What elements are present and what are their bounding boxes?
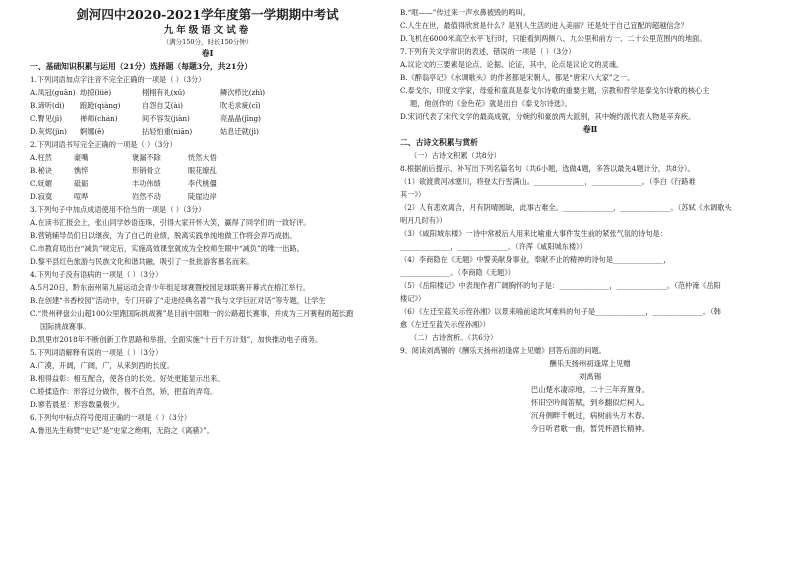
q1-cell: C.臀见(jì) [30, 114, 63, 123]
poem-title: 酬乐天扬州初逢席上见赠 [549, 359, 631, 368]
q2-cell: 豪嘴 [74, 153, 89, 162]
q1-cell: 姑息迁就(jì) [220, 127, 259, 136]
q7-stem: 7.下列有关文学常识的表述，错误的一项是（ ）（3分） [400, 47, 576, 56]
q2-stem: 2.下列词语书写完全正确的一项是（ ）（3分） [30, 140, 177, 149]
poem-author: 刘禹锡 [578, 372, 602, 381]
subsection-poem-appreciation: （二）古诗赏析。（共6分） [410, 333, 498, 342]
left-column [30, 8, 385, 556]
q2-cell: 陡崖边岸 [188, 192, 217, 201]
q1-option-row [30, 88, 310, 97]
q2-cell: 褒漏不除 [132, 153, 161, 162]
q8-item: （1）欲渡黄河冰塞川，将登太行雪满山。______________，______________。（李白《行路难 [400, 177, 696, 186]
q1-cell: 拈轻怕重(niān) [142, 127, 193, 136]
q2-cell: 丰功伟绩 [132, 179, 161, 188]
section-two-heading: 二、古诗文积累与赏析 [400, 138, 478, 147]
q2-cell: 憔悴 [74, 166, 89, 175]
q9-stem: 9、阅读刘禹锡的《酬乐天扬州初逢席上见赠》回答后面的问题。 [400, 346, 606, 355]
subsection-recitation: （一）古诗文积累（共8分） [410, 151, 501, 160]
q8-item: 愈《左迁至蓝关示侄孙湘》） [400, 320, 490, 329]
q7-option: C.泰戈尔，印度文学家，母爱和童真是泰戈尔诗歌的重要主题，宗教和哲学是泰戈尔诗歌的核心主 [400, 86, 710, 95]
right-column [400, 8, 780, 556]
q4-option: A.5月20日，黔东南州第九届运动会青少年组足球赛暨校园足球联赛开幕式在榕江举行。 [30, 283, 310, 292]
q8-item: （6）《左迁至蓝关示侄孙湘》以景来喻前途坎坷难料的句子是______________，______________。（韩 [400, 307, 721, 316]
q2-cell: 岿然不动 [132, 192, 161, 201]
q4-option: D.凯里市2018年不断创新工作思路和举措，全面实施“十百千万计划”，加快推动电子商务。 [30, 335, 323, 344]
q8-item: 其一》） [400, 190, 426, 199]
q1-cell: 婀娜(ē) [80, 127, 105, 136]
q3-option: C.市教育局出台“减负”规定后，实施高效课堂就成为全校师生眼中“减负”的唯一出路。 [30, 244, 304, 253]
q2-cell: D.寂寞 [30, 192, 53, 201]
q2-option-row [30, 166, 258, 175]
q3-option: B.营销辅导员们日以继夜，为了自己的业绩，脱离实践单纯地做工作将会弄巧成拙。 [30, 231, 297, 240]
q3-option: A.在读书汇报会上，张山同学妙语连珠，引得大家开怀大笑，赢得了同学们的一致好评。 [30, 218, 311, 227]
q4-option: B.在创建“书香校园”活动中，专门开辟了“走进经典名著”“我与文学巨匠对话”等专题，让学生 [30, 296, 326, 305]
volume-two-label: 卷Ⅱ [582, 124, 598, 134]
q7-option: B.《醉翁亭记》《水调歌头》的作者都是宋朝人，都是“唐宋八大家”之一。 [400, 73, 635, 82]
q1-option-row [30, 127, 310, 136]
q1-cell: 吹毛求疵(cī) [220, 101, 261, 110]
q2-cell: 恍然大悟 [188, 153, 217, 162]
q7-option-cont: 题，他创作的《金色花》就是出自《泰戈尔诗选》。 [410, 99, 572, 108]
q5-option: A.广漠，开阔，广阔，广，从来到西的长度。 [30, 361, 175, 370]
q8-item: ______________。（李商隐《无题》） [400, 268, 515, 277]
poem-line: 今日听君歌一曲，暂凭杯酒长精神。 [530, 424, 650, 433]
q1-cell: 自怨自艾(ài) [142, 101, 183, 110]
q2-cell: B.秘诀 [30, 166, 52, 175]
q6-option: C.人生在世，最值得欣赏是什么？是别人生活的进入美丽？还是处于自己宜配的超越信念？ [400, 21, 688, 30]
poem-line: 沉舟侧畔千帆过，病树前头万木春。 [530, 411, 650, 420]
q5-option: C.娇揉造作：形容过分做作，极不自然，矫，把直的弄弯。 [30, 387, 218, 396]
q5-stem: 5.下列词语解释有误的一项是（ ）（3分） [30, 348, 163, 357]
q8-item: （3）《咸阳城东楼》一诗中常被后人用来比喻重大事件发生前的紧张气氛的诗句是： [400, 229, 667, 238]
exam-title: 剑河四中2020-2021学年度第一学期期中考试 [76, 7, 339, 22]
q4-option-cont: 国际挑战赛事。 [40, 322, 91, 331]
q2-option-row [30, 192, 258, 201]
poem-line: 巴山楚水凄凉地，二十三年弃置身。 [530, 385, 650, 394]
q2-cell: 眼花缭乱 [188, 166, 217, 175]
q4-stem: 4.下列句子没有语病的一项是（ ）（3分） [30, 270, 163, 279]
q8-item: （2）人有悲欢离合，月有阴晴圆缺，此事古难全。______________，______________。（苏轼《水调歌头 [400, 203, 732, 212]
q8-item: ______________，______________。（许浑《咸阳城东楼》） [400, 242, 587, 251]
q6-option: D.飞机在6000米高空水平飞行时，只能看到两侧八、九公里和前方一、二十公里范围内的地面。 [400, 34, 707, 43]
volume-one-label: 卷Ⅰ [201, 48, 214, 58]
q1-cell: D.灰烬(jìn) [30, 127, 67, 136]
q6-stem: 6.下列句中标点符号使用正确的一项是（ ）（3分） [30, 413, 192, 422]
q5-option: B.相得益彰：相互配合，使各自的长处、好处更能显示出来。 [30, 374, 225, 383]
q2-cell: 喧哗 [74, 192, 89, 201]
q2-option-row [30, 179, 258, 188]
exam-subtitle: 九年级语文试卷 [163, 25, 252, 36]
q3-option: D.黎平县红色旅游与民族文化和谐共融，吸引了一批批游客慕名而来。 [30, 257, 254, 266]
q6-option: B.“哐——”传过来一声水鼻被毁的鸣叫。 [400, 8, 530, 17]
q2-cell: 形销骨立 [132, 166, 161, 175]
q1-cell: 禅师(chán) [80, 114, 118, 123]
q4-option: C.“贵州秤盘公山超100公里跑国际挑战赛”是目前中国唯一的公路超长赛事，并成为三月赛程的超长跑 [30, 309, 354, 318]
q6-option: A.鲁迅先生称赞“史记”是“史家之绝唱，无韵之《离骚》”。 [30, 426, 214, 435]
q1-option-row [30, 101, 310, 110]
q1-cell: 踉跄(qiàng) [80, 101, 121, 110]
poem-line: 怀旧空吟闻笛赋，到乡翻似烂柯人。 [530, 398, 650, 407]
section-one-heading: 一、基础知识积累与运用（21分）选择题（每题3分，共21分） [30, 62, 253, 71]
q8-item: 明月几时有》） [400, 216, 447, 225]
q3-stem: 3.下列句子中加点成语使用不恰当的一项是（ ）（3分） [30, 205, 206, 214]
q1-cell: 间不容发(jiàn) [142, 114, 190, 123]
q7-option: D.宋词代表了宋代文学的最高成就，分婉约和豪放两大派别，其中婉约派代表人物是辛弃疾。 [400, 112, 696, 121]
q2-cell: 李代桃僵 [188, 179, 217, 188]
q8-item: （4）李商隐在《无题》中警美献身事业，奉献不止的精神的诗句是______________， [400, 255, 671, 264]
q1-option-row [30, 114, 310, 123]
q8-item: （5）《岳阳楼记》中表现作者广阔胸怀的句子是：______________，______________。（范仲淹《岳阳 [400, 281, 721, 290]
q1-cell: 劫掠(lüè) [80, 88, 112, 97]
q2-cell: C.妩媚 [30, 179, 52, 188]
q1-stem: 1.下列词语加点字注音不完全正确的一项是（ ）（3分） [30, 75, 206, 84]
exam-info: （满分150分，时长150分钟） [162, 38, 253, 46]
q8-stem: 8.根据前后提示，补写出下列名篇名句（共6小题，选做4题，多答以最先4题计分，共8分）。 [400, 164, 695, 173]
q1-cell: A.凤冠(guān) [30, 88, 76, 97]
q8-item: 楼记》） [400, 294, 426, 303]
q7-option: A.议论文的三要素是论点、论据、论证，其中，论点是议论文的灵魂。 [400, 60, 624, 69]
q2-cell: A.枉然 [30, 153, 52, 162]
q2-cell: 砥砺 [74, 179, 89, 188]
q1-cell: 鳞次栉比(zhì) [220, 88, 266, 97]
q1-cell: B.谛听(dì) [30, 101, 65, 110]
q5-option: D.寥若晨星：形容数量极少。 [30, 400, 125, 409]
q1-cell: 栩栩有礼(xǔ) [142, 88, 186, 97]
q1-cell: 亮晶晶(jīng) [220, 114, 261, 123]
q2-option-row [30, 153, 258, 162]
